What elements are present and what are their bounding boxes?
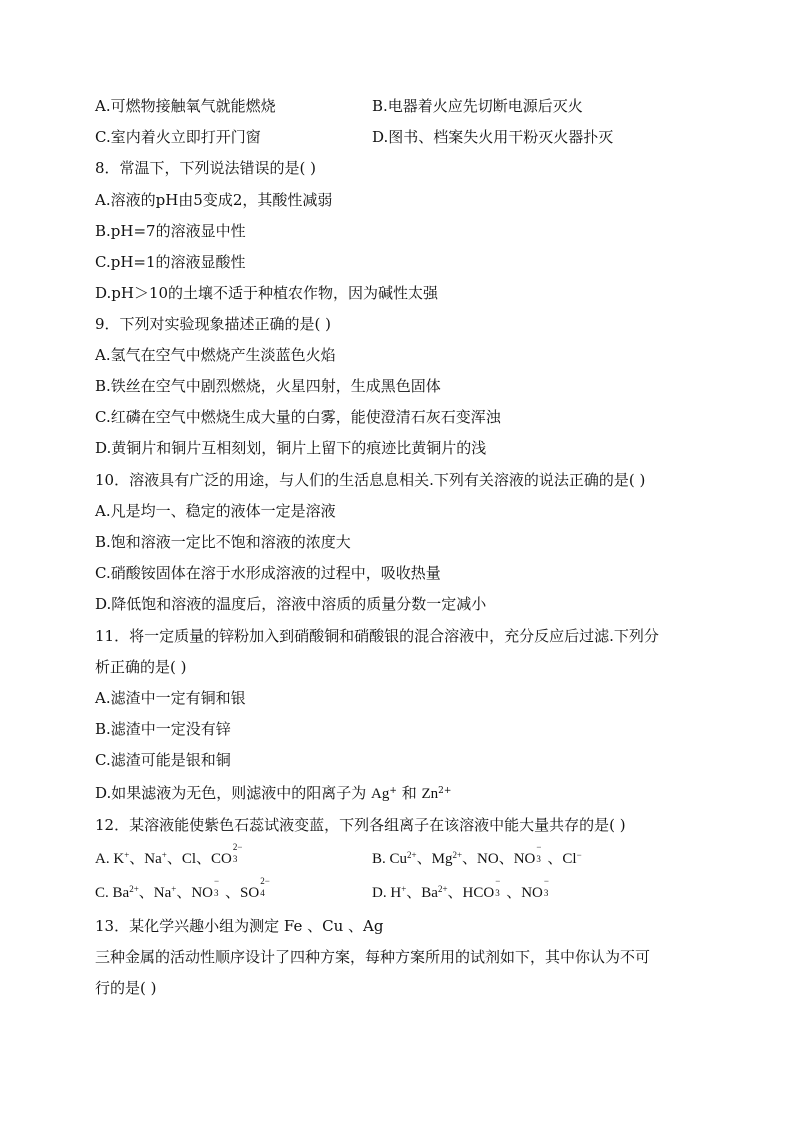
q11-option-d-text: D.如果滤液为无色，则滤液中的阳离子为 bbox=[95, 784, 372, 802]
q10-option-b: B.饱和溶液一定比不饱和溶液的浓度大 bbox=[95, 533, 351, 551]
q9-option-c: C.红磷在空气中燃烧生成大量的白雾，能使澄清石灰石变浑浊 bbox=[95, 408, 501, 426]
q7-option-b: B.电器着火应先切断电源后灭火 bbox=[372, 97, 583, 115]
q12-option-a: A. K+、Na+、Cl、CO 2− 3 bbox=[95, 842, 243, 867]
q12-option-d: D. H+、$Ba^{2+}$、HCO − 3 、NO − 3 bbox=[372, 876, 549, 901]
q7-option-a: A.可燃物接触氧气就能燃烧 bbox=[95, 97, 276, 115]
q10-stem: 10．溶液具有广泛的用途，与人们的生活息息相关.下列有关溶液的说法正确的是( ) bbox=[95, 471, 646, 489]
q10-option-d: D.降低饱和溶液的温度后，溶液中溶质的质量分数一定减小 bbox=[95, 595, 487, 613]
ion-silver: Ag bbox=[371, 786, 390, 802]
ion-zinc-charge: 2+ bbox=[438, 786, 452, 797]
q11-option-a: A.滤渣中一定有铜和银 bbox=[95, 689, 246, 707]
q9-option-b: B.铁丝在空气中剧烈燃烧，火星四射，生成黑色固体 bbox=[95, 377, 441, 395]
ion-silver-charge: + bbox=[389, 786, 397, 797]
q13-stem-line3: 行的是( ) bbox=[95, 979, 157, 997]
q10-option-a: A.凡是均一、稳定的液体一定是溶液 bbox=[95, 502, 336, 520]
q11-stem-line2: 析正确的是( ) bbox=[95, 658, 187, 676]
q9-option-a: A.氢气在空气中燃烧产生淡蓝色火焰 bbox=[95, 346, 336, 364]
q13-stem-line1: 13．某化学兴趣小组为测定 Fe 、Cu 、Ag bbox=[95, 917, 384, 935]
q9-stem: 9．下列对实验现象描述正确的是( ) bbox=[95, 315, 332, 333]
q11-option-b: B.滤渣中一定没有锌 bbox=[95, 720, 231, 738]
q12-option-b: B. $Cu^{2+}$、$Mg^{2+}$、NO、NO − 3 、Cl− bbox=[372, 842, 582, 867]
ion-zinc: Zn bbox=[421, 786, 439, 802]
q12-option-c: C. $Ba^{2+}$、Na+、NO − 3 、SO 2− 4 bbox=[95, 876, 270, 901]
q8-option-c: C.pH=1的溶液显酸性 bbox=[95, 253, 246, 271]
q8-option-b: B.pH=7的溶液显中性 bbox=[95, 222, 246, 240]
q9-option-d: D.黄铜片和铜片互相刻划，铜片上留下的痕迹比黄铜片的浅 bbox=[95, 439, 487, 457]
q8-stem: 8．常温下，下列说法错误的是( ) bbox=[95, 159, 317, 177]
q12-option-a-label: A. bbox=[95, 851, 114, 867]
q11-option-d bbox=[95, 783, 451, 804]
q12-option-b-label: B. bbox=[372, 851, 390, 867]
q7-option-c: C.室内着火立即打开门窗 bbox=[95, 128, 261, 146]
q8-option-d: D.pH＞10的土壤不适于种植农作物，因为碱性太强 bbox=[95, 284, 439, 302]
q7-option-d: D.图书、档案失火用干粉灭火器扑灭 bbox=[372, 128, 614, 146]
q12-stem: 12．某溶液能使紫色石蕊试液变蓝，下列各组离子在该溶液中能大量共存的是( ) bbox=[95, 816, 626, 834]
q11-stem-line1: 11．将一定质量的锌粉加入到硝酸铜和硝酸银的混合溶液中，充分反应后过滤.下列分 bbox=[95, 627, 659, 645]
q11-and: 和 bbox=[396, 784, 422, 802]
q8-option-a: A.溶液的pH由5变成2，其酸性减弱 bbox=[95, 191, 333, 209]
q10-option-c: C.硝酸铵固体在溶于水形成溶液的过程中，吸收热量 bbox=[95, 564, 441, 582]
q12-option-c-label: C. bbox=[95, 885, 113, 901]
q12-option-d-label: D. bbox=[372, 885, 391, 901]
q11-option-c: C.滤渣可能是银和铜 bbox=[95, 751, 231, 769]
q13-stem-line2: 三种金属的活动性顺序设计了四种方案，每种方案所用的试剂如下，其中你认为不可 bbox=[95, 948, 651, 966]
